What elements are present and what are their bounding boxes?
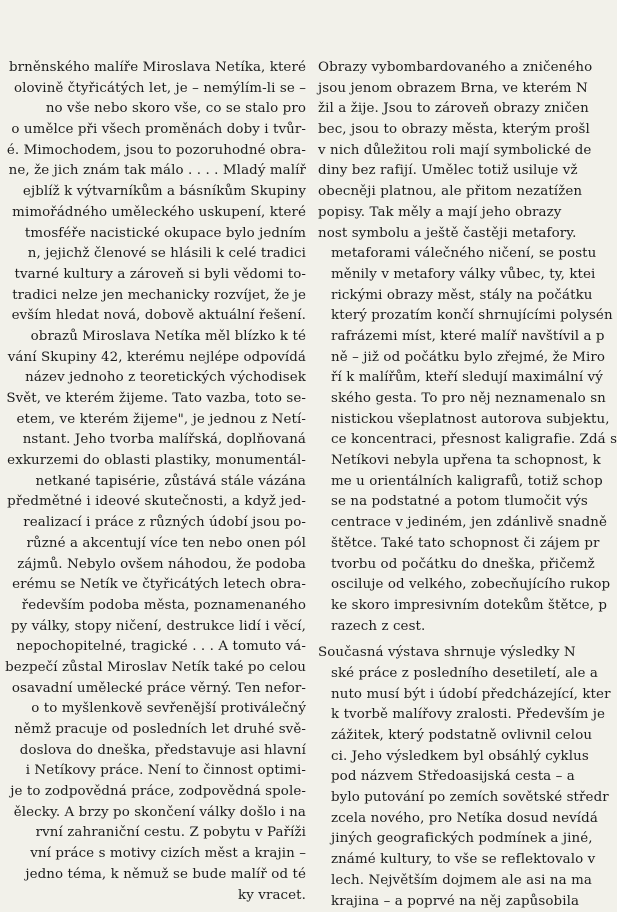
- text-line: obecněji platnou, ale přitom nezatížen: [318, 182, 608, 203]
- text-line: rafrázemi míst, které malíř navštívil a p: [318, 327, 608, 348]
- text-line: tvarné kultury a zároveň si byli vědomi to-: [0, 265, 306, 286]
- text-line: zcela nového, pro Netíka dosud nevídá: [318, 809, 608, 830]
- text-line: v nich důležitou roli mají symbolické de: [318, 141, 608, 162]
- text-line: ne, že jich znám tak málo . . . . Mladý malíř: [0, 161, 306, 182]
- text-line: ského gesta. To pro něj neznamenalo sn: [318, 389, 608, 410]
- text-line: no vše nebo skoro vše, co se stalo pro: [0, 99, 306, 120]
- paragraph: [318, 58, 608, 637]
- text-line: etem, ve kterém žijeme", je jednou z Netí-: [0, 410, 306, 431]
- text-line: olovině čtyřicátých let, je – nemýlím-li se –: [0, 79, 306, 100]
- text-line: ce koncentraci, přesnost kaligrafie. Zdá s: [318, 430, 608, 451]
- text-line: lech. Největším dojmem ale asi na ma: [318, 871, 608, 892]
- text-line: ředevším podoba města, poznamenaného: [0, 596, 306, 617]
- text-line: py války, stopy ničení, destrukce lidí i věcí,: [0, 617, 306, 638]
- text-line: exkurzemi do oblasti plastiky, monumentál-: [0, 451, 306, 472]
- text-line: název jednoho z teoretických východisek: [0, 368, 306, 389]
- text-line: erému se Netík ve čtyřicátých letech obra-: [0, 575, 306, 596]
- text-line: Současná výstava shrnuje výsledky N: [318, 643, 608, 664]
- text-line: nepochopitelné, tragické . . . A tomuto vá-: [0, 637, 306, 658]
- text-line: é. Mimochodem, jsou to pozoruhodné obra-: [0, 141, 306, 162]
- text-line: známé kultury, to vše se reflektovalo v: [318, 850, 608, 871]
- text-line: vní práce s motivy cizích měst a krajin –: [0, 844, 306, 865]
- text-line: k tvorbě malířovy zralosti. Především je: [318, 705, 608, 726]
- text-line: razech z cest.: [318, 617, 608, 638]
- text-line: Obrazy vybombardovaného a zničeného: [318, 58, 608, 79]
- text-line: popisy. Tak měly a mají jeho obrazy: [318, 203, 608, 224]
- text-line: rvní zahraniční cestu. Z pobytu v Paříži: [0, 823, 306, 844]
- left-text-column: [0, 58, 306, 906]
- text-line: žil a žije. Jsou to zároveň obrazy zničen: [318, 99, 608, 120]
- text-line: me u orientálních kaligrafů, totiž schop: [318, 472, 608, 493]
- text-line: Svět, ve kterém žijeme. Tato vazba, toto se-: [0, 389, 306, 410]
- text-line: jiných geografických podmínek a jiné,: [318, 829, 608, 850]
- paragraph: [318, 643, 608, 912]
- text-line: nistickou všeplatnost autorova subjektu,: [318, 410, 608, 431]
- text-line: ělecky. A brzy po skončení války došlo i na: [0, 803, 306, 824]
- text-line: osavadní umělecké práce věrný. Ten nefor-: [0, 679, 306, 700]
- text-line: ejblíž k výtvarníkům a básníkům Skupiny: [0, 182, 306, 203]
- text-line: brněnského malíře Miroslava Netíka, které: [0, 58, 306, 79]
- text-line: o to myšlenkově sevřenější protiválečný: [0, 699, 306, 720]
- text-line: o umělce při všech proměnách doby i tvůr-: [0, 120, 306, 141]
- text-line: ci. Jeho výsledkem byl obsáhlý cyklus: [318, 747, 608, 768]
- text-line: zážitek, který podstatně ovlivnil celou: [318, 726, 608, 747]
- text-line: diny bez rafijí. Umělec totiž usiluje vž: [318, 161, 608, 182]
- text-line: rickými obrazy měst, stály na počátku: [318, 286, 608, 307]
- text-line: ke skoro impresivním dotekům štětce, p: [318, 596, 608, 617]
- text-line: různé a akcentují více ten nebo onen pól: [0, 534, 306, 555]
- text-line: předmětné i ideové skutečnosti, a když jed-: [0, 492, 306, 513]
- text-line: Netíkovi nebyla upřena ta schopnost, k: [318, 451, 608, 472]
- text-line: ří k malířům, kteří sledují maximální vý: [318, 368, 608, 389]
- text-line: evším hledat nová, dobově aktuální řešení.: [0, 306, 306, 327]
- text-line: bec, jsou to obrazy města, kterým prošl: [318, 120, 608, 141]
- text-line: centrace v jediném, jen zdánlivě snadně: [318, 513, 608, 534]
- text-line: tvorbu od počátku do dneška, přičemž: [318, 555, 608, 576]
- text-line: mimořádného uměleckého uskupení, které: [0, 203, 306, 224]
- text-line: měnily v metafory války vůbec, ty, ktei: [318, 265, 608, 286]
- text-line: ské práce z posledního desetiletí, ale a: [318, 664, 608, 685]
- text-line: doslova do dneška, představuje asi hlavní: [0, 741, 306, 762]
- text-line: štětce. Také tato schopnost či zájem pr: [318, 534, 608, 555]
- text-line: zájmů. Nebylo ovšem náhodou, že podoba: [0, 555, 306, 576]
- text-line: realizací i práce z různých údobí jsou po-: [0, 513, 306, 534]
- text-line: netkané tapisérie, zůstává stále vázána: [0, 472, 306, 493]
- text-line: i Netíkovy práce. Není to činnost optimi-: [0, 761, 306, 782]
- text-line: němž pracuje od posledních let druhé svě-: [0, 720, 306, 741]
- text-line: ky vracet.: [0, 886, 306, 907]
- text-line: nuto musí být i údobí předcházející, kter: [318, 685, 608, 706]
- text-line: pod názvem Středoasijská cesta – a: [318, 767, 608, 788]
- text-line: je to zodpovědná práce, zodpovědná spole-: [0, 782, 306, 803]
- text-line: obrazů Miroslava Netíka měl blízko k té: [0, 327, 306, 348]
- text-line: nost symbolu a ještě častěji metafory.: [318, 224, 608, 245]
- text-line: ně – již od počátku bylo zřejmé, že Miro: [318, 348, 608, 369]
- text-line: jsou jenom obrazem Brna, ve kterém N: [318, 79, 608, 100]
- text-line: n, jejichž členové se hlásili k celé tradici: [0, 244, 306, 265]
- text-line: jedno téma, k němuž se bude malíř od té: [0, 865, 306, 886]
- text-line: tmosféře nacistické okupace bylo jedním: [0, 224, 306, 245]
- text-line: nstant. Jeho tvorba malířská, doplňovaná: [0, 430, 306, 451]
- text-line: tradici nelze jen mechanicky rozvíjet, že je: [0, 286, 306, 307]
- text-line: krajina – a poprvé na něj zapůsobila: [318, 892, 608, 912]
- text-line: bylo putování po zemích sovětské středr: [318, 788, 608, 809]
- text-line: který prozatím končí shrnujícími polysén: [318, 306, 608, 327]
- text-line: se na podstatné a potom tlumočit výs: [318, 492, 608, 513]
- text-line: metaforami válečného ničení, se postu: [318, 244, 608, 265]
- right-text-column: [318, 58, 608, 912]
- text-line: vání Skupiny 42, kterému nejlépe odpovídá: [0, 348, 306, 369]
- text-line: bezpečí zůstal Miroslav Netík také po celou: [0, 658, 306, 679]
- text-line: osciluje od velkého, zobecňujícího rukop: [318, 575, 608, 596]
